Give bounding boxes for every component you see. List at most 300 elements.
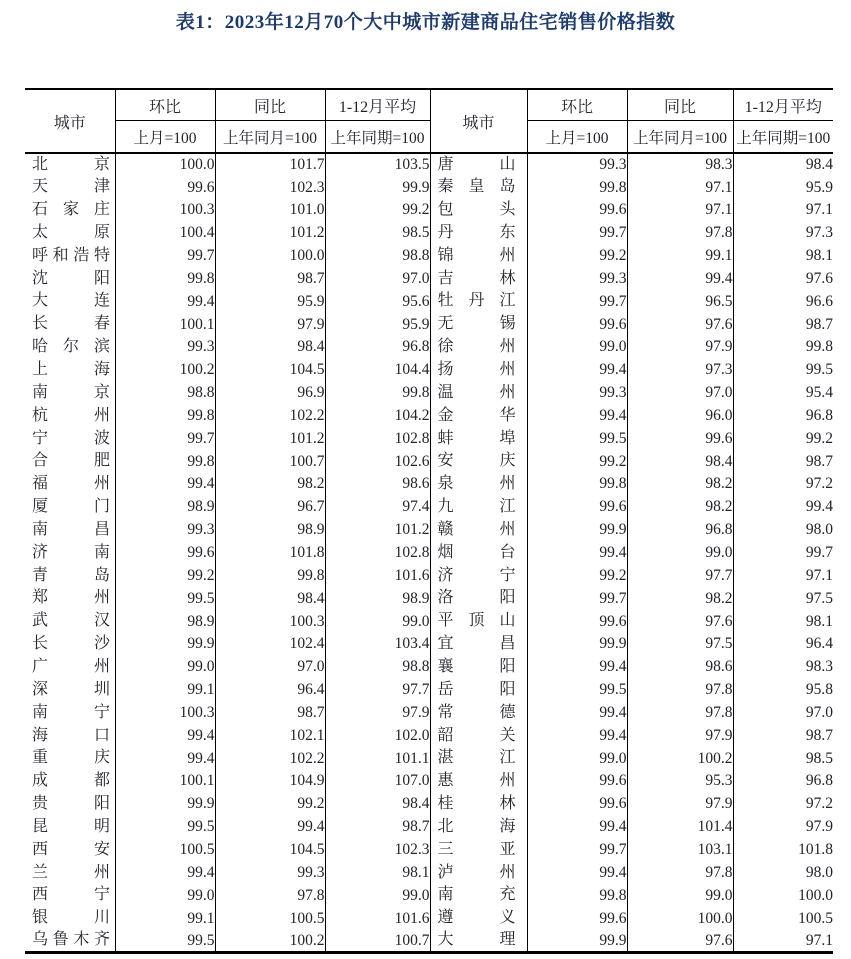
mom-value-cell: 99.7 — [527, 838, 627, 861]
table-row — [25, 199, 833, 222]
city-name: 贵阳 — [32, 795, 110, 813]
avg-value-cell: 99.7 — [805, 544, 833, 562]
city-name: 福州 — [32, 475, 110, 493]
avg-value-cell: 95.6 — [325, 290, 430, 313]
yoy-value-cell: 101.4 — [627, 815, 733, 838]
mom-value-cell: 99.0 — [527, 336, 627, 359]
table-row — [25, 519, 833, 542]
avg-value-cell: 97.4 — [325, 496, 430, 519]
mom-value-cell: 100.0 — [115, 153, 215, 176]
avg-value-cell: 98.1 — [805, 247, 833, 265]
city-cell — [25, 199, 115, 222]
mom-value-cell: 99.4 — [527, 656, 627, 679]
table-row — [25, 359, 833, 382]
mom-value-cell: 99.7 — [115, 244, 215, 267]
city-name: 合肥 — [32, 452, 110, 470]
table-row — [25, 678, 833, 701]
city-cell — [25, 359, 115, 382]
yoy-value-cell: 101.0 — [215, 199, 325, 222]
yoy-value-cell: 102.1 — [215, 724, 325, 747]
city-cell — [25, 724, 115, 747]
mom-value-cell: 99.6 — [115, 176, 215, 199]
yoy-value-cell: 104.5 — [215, 359, 325, 382]
yoy-value-cell: 99.0 — [627, 541, 733, 564]
avg-value-cell: 98.3 — [805, 658, 833, 676]
city-cell — [430, 724, 527, 747]
city-name: 扬州 — [437, 361, 516, 379]
yoy-value-cell: 102.3 — [215, 176, 325, 199]
city-cell — [25, 770, 115, 793]
yoy-value-cell: 97.0 — [215, 656, 325, 679]
yoy-value-cell: 99.1 — [627, 244, 733, 267]
mom-value-cell: 99.9 — [527, 930, 627, 953]
yoy-value-cell: 99.4 — [215, 815, 325, 838]
mom-value-cell: 100.1 — [115, 770, 215, 793]
city-name: 西宁 — [32, 886, 110, 904]
yoy-value-cell: 99.2 — [215, 793, 325, 816]
city-cell — [430, 564, 527, 587]
mom-value-cell: 99.6 — [527, 199, 627, 222]
city-name: 牡丹江 — [437, 292, 516, 310]
city-cell — [25, 473, 115, 496]
city-cell — [430, 313, 527, 336]
city-name: 蚌埠 — [437, 429, 516, 447]
city-name: 桂林 — [437, 795, 516, 813]
city-name: 惠州 — [437, 772, 516, 790]
city-cell — [25, 678, 115, 701]
city-cell — [430, 815, 527, 838]
city-name: 宁波 — [32, 429, 110, 447]
mom-value-cell: 99.4 — [527, 724, 627, 747]
city-name: 南昌 — [32, 520, 110, 538]
avg-value-cell: 101.1 — [325, 747, 430, 770]
table-row — [25, 633, 833, 656]
city-cell — [430, 244, 527, 267]
yoy-value-cell: 99.4 — [627, 267, 733, 290]
yoy-value-cell: 96.0 — [627, 404, 733, 427]
mom-value-cell: 99.8 — [527, 176, 627, 199]
mom-value-cell: 99.7 — [527, 222, 627, 245]
city-cell — [25, 541, 115, 564]
city-cell — [25, 267, 115, 290]
city-name: 海口 — [32, 726, 110, 744]
header-avg-left: 1-12月平均 — [325, 89, 430, 121]
yoy-value-cell: 104.5 — [215, 838, 325, 861]
city-cell — [430, 656, 527, 679]
mom-value-cell: 99.4 — [115, 724, 215, 747]
yoy-value-cell: 98.3 — [627, 153, 733, 176]
mom-value-cell: 99.9 — [527, 519, 627, 542]
city-name: 南京 — [32, 383, 110, 401]
city-cell — [430, 427, 527, 450]
yoy-value-cell: 97.9 — [627, 336, 733, 359]
city-name: 大理 — [437, 931, 516, 949]
avg-value-cell: 96.8 — [325, 336, 430, 359]
city-cell — [25, 884, 115, 907]
mom-value-cell: 99.7 — [527, 587, 627, 610]
mom-value-cell: 99.6 — [527, 496, 627, 519]
avg-value-cell: 96.6 — [805, 292, 833, 310]
avg-value-cell: 95.8 — [805, 681, 833, 699]
yoy-value-cell: 98.4 — [215, 336, 325, 359]
avg-value-cell: 98.7 — [805, 315, 833, 333]
city-cell — [430, 541, 527, 564]
city-name: 武汉 — [32, 612, 110, 630]
header-mom-base-right: 上月=100 — [527, 121, 627, 154]
city-name: 宜昌 — [437, 635, 516, 653]
yoy-value-cell: 102.4 — [215, 633, 325, 656]
city-name: 广州 — [32, 657, 110, 675]
city-cell — [430, 838, 527, 861]
yoy-value-cell: 100.5 — [215, 907, 325, 930]
table-row — [25, 587, 833, 610]
yoy-value-cell: 97.8 — [627, 701, 733, 724]
city-name: 杭州 — [32, 406, 110, 424]
city-name: 包头 — [437, 201, 516, 219]
avg-value-cell: 99.5 — [805, 361, 833, 379]
city-name: 呼和浩特 — [32, 246, 110, 264]
city-cell — [430, 496, 527, 519]
table-row — [25, 564, 833, 587]
header-mom-base-left: 上月=100 — [115, 121, 215, 154]
header-avg-right: 1-12月平均 — [733, 89, 833, 121]
mom-value-cell: 99.6 — [527, 793, 627, 816]
city-cell — [25, 450, 115, 473]
city-name: 南宁 — [32, 703, 110, 721]
avg-value-cell: 95.4 — [805, 384, 833, 402]
city-name: 青岛 — [32, 566, 110, 584]
mom-value-cell: 99.2 — [527, 564, 627, 587]
yoy-value-cell: 95.9 — [215, 290, 325, 313]
city-name: 成都 — [32, 772, 110, 790]
city-name: 三亚 — [437, 840, 516, 858]
table-row — [25, 815, 833, 838]
table-row — [25, 313, 833, 336]
city-cell — [430, 678, 527, 701]
city-cell — [430, 770, 527, 793]
city-cell — [25, 815, 115, 838]
mom-value-cell: 99.3 — [115, 336, 215, 359]
avg-value-cell: 98.7 — [805, 726, 833, 744]
city-cell — [25, 244, 115, 267]
mom-value-cell: 99.4 — [527, 815, 627, 838]
mom-value-cell: 99.5 — [527, 427, 627, 450]
yoy-value-cell: 97.6 — [627, 930, 733, 953]
avg-value-cell: 96.8 — [805, 772, 833, 790]
avg-value-cell: 101.2 — [325, 519, 430, 542]
yoy-value-cell: 97.6 — [627, 610, 733, 633]
header-yoy-base-left: 上年同月=100 — [215, 121, 325, 154]
city-name: 丹东 — [437, 223, 516, 241]
table-row — [25, 930, 833, 953]
mom-value-cell: 99.4 — [115, 473, 215, 496]
city-name: 天津 — [32, 178, 110, 196]
mom-value-cell: 99.3 — [115, 519, 215, 542]
header-mom-right: 环比 — [527, 89, 627, 121]
table-row — [25, 336, 833, 359]
yoy-value-cell: 97.8 — [215, 884, 325, 907]
table-row — [25, 222, 833, 245]
mom-value-cell: 99.4 — [527, 541, 627, 564]
city-cell — [430, 587, 527, 610]
city-cell — [25, 336, 115, 359]
city-name: 吉林 — [437, 269, 516, 287]
avg-value-cell: 97.2 — [805, 475, 833, 493]
city-cell — [430, 290, 527, 313]
table-row — [25, 381, 833, 404]
avg-value-cell: 99.2 — [805, 429, 833, 447]
table-row — [25, 747, 833, 770]
city-cell — [430, 199, 527, 222]
mom-value-cell: 99.6 — [527, 610, 627, 633]
yoy-value-cell: 98.4 — [215, 587, 325, 610]
city-name: 襄阳 — [437, 657, 516, 675]
city-cell — [25, 610, 115, 633]
yoy-value-cell: 98.7 — [215, 701, 325, 724]
city-cell — [25, 907, 115, 930]
avg-value-cell: 97.1 — [805, 931, 833, 949]
avg-value-cell: 97.0 — [325, 267, 430, 290]
city-name: 长沙 — [32, 635, 110, 653]
city-cell — [25, 564, 115, 587]
table-body — [25, 153, 833, 953]
yoy-value-cell: 97.6 — [627, 313, 733, 336]
city-name: 金华 — [437, 406, 516, 424]
price-index-table — [25, 88, 833, 954]
yoy-value-cell: 98.4 — [627, 450, 733, 473]
city-name: 烟台 — [437, 543, 516, 561]
city-cell — [25, 381, 115, 404]
city-cell — [25, 861, 115, 884]
city-name: 湛江 — [437, 749, 516, 767]
yoy-value-cell: 97.8 — [627, 678, 733, 701]
city-cell — [430, 519, 527, 542]
city-name: 深圳 — [32, 680, 110, 698]
mom-value-cell: 99.1 — [115, 907, 215, 930]
city-cell — [25, 290, 115, 313]
mom-value-cell: 99.1 — [115, 678, 215, 701]
table-row — [25, 473, 833, 496]
mom-value-cell: 99.4 — [527, 359, 627, 382]
avg-value-cell: 98.6 — [325, 473, 430, 496]
city-name: 郑州 — [32, 589, 110, 607]
avg-value-cell: 103.5 — [325, 153, 430, 176]
city-name: 安庆 — [437, 452, 516, 470]
table-row — [25, 496, 833, 519]
city-cell — [25, 153, 115, 176]
yoy-value-cell: 96.8 — [627, 519, 733, 542]
yoy-value-cell: 100.2 — [627, 747, 733, 770]
city-cell — [430, 267, 527, 290]
city-cell — [25, 496, 115, 519]
city-cell — [430, 633, 527, 656]
city-cell — [25, 633, 115, 656]
yoy-value-cell: 97.0 — [627, 381, 733, 404]
city-name: 南充 — [437, 886, 516, 904]
yoy-value-cell: 98.7 — [215, 267, 325, 290]
table-row — [25, 770, 833, 793]
mom-value-cell: 99.4 — [527, 701, 627, 724]
mom-value-cell: 99.9 — [527, 633, 627, 656]
city-cell — [430, 450, 527, 473]
mom-value-cell: 99.7 — [115, 427, 215, 450]
mom-value-cell: 99.4 — [115, 290, 215, 313]
mom-value-cell: 99.4 — [527, 404, 627, 427]
avg-value-cell: 96.4 — [805, 635, 833, 653]
yoy-value-cell: 98.2 — [627, 496, 733, 519]
header-yoy-left: 同比 — [215, 89, 325, 121]
table-row — [25, 793, 833, 816]
yoy-value-cell: 97.9 — [627, 793, 733, 816]
city-cell — [25, 176, 115, 199]
city-cell — [25, 838, 115, 861]
city-name: 济南 — [32, 543, 110, 561]
city-name: 银川 — [32, 909, 110, 927]
mom-value-cell: 98.9 — [115, 496, 215, 519]
yoy-value-cell: 97.3 — [627, 359, 733, 382]
yoy-value-cell: 97.7 — [627, 564, 733, 587]
table-row — [25, 838, 833, 861]
avg-value-cell: 98.0 — [805, 863, 833, 881]
yoy-value-cell: 98.2 — [627, 587, 733, 610]
mom-value-cell: 99.6 — [527, 907, 627, 930]
avg-value-cell: 97.7 — [325, 678, 430, 701]
mom-value-cell: 100.3 — [115, 199, 215, 222]
avg-value-cell: 97.9 — [805, 818, 833, 836]
city-cell — [430, 381, 527, 404]
table-row — [25, 404, 833, 427]
avg-value-cell: 102.6 — [325, 450, 430, 473]
city-name: 秦皇岛 — [437, 178, 516, 196]
table-row — [25, 656, 833, 679]
avg-value-cell: 99.8 — [805, 338, 833, 356]
city-name: 岳阳 — [437, 680, 516, 698]
city-name: 徐州 — [437, 338, 516, 356]
yoy-value-cell: 97.1 — [627, 199, 733, 222]
yoy-value-cell: 104.9 — [215, 770, 325, 793]
yoy-value-cell: 95.3 — [627, 770, 733, 793]
city-cell — [430, 701, 527, 724]
table-row — [25, 244, 833, 267]
city-cell — [430, 610, 527, 633]
avg-value-cell: 101.6 — [325, 564, 430, 587]
yoy-value-cell: 103.1 — [627, 838, 733, 861]
yoy-value-cell: 100.0 — [627, 907, 733, 930]
table-row — [25, 724, 833, 747]
city-cell — [25, 427, 115, 450]
city-cell — [430, 222, 527, 245]
avg-value-cell: 98.7 — [805, 452, 833, 470]
mom-value-cell: 98.8 — [115, 381, 215, 404]
avg-value-cell: 99.9 — [325, 176, 430, 199]
city-name: 重庆 — [32, 749, 110, 767]
table-row — [25, 907, 833, 930]
mom-value-cell: 99.5 — [115, 930, 215, 953]
avg-value-cell: 95.9 — [325, 313, 430, 336]
header-avg-base-left: 上年同期=100 — [325, 121, 430, 154]
city-name: 常德 — [437, 703, 516, 721]
avg-value-cell: 98.7 — [325, 815, 430, 838]
city-name: 太原 — [32, 223, 110, 241]
city-cell — [430, 404, 527, 427]
header-city-left: 城市 — [25, 89, 115, 153]
avg-value-cell: 97.1 — [805, 201, 833, 219]
city-name: 厦门 — [32, 498, 110, 516]
city-name: 兰州 — [32, 863, 110, 881]
city-cell — [430, 930, 527, 953]
city-name: 大连 — [32, 292, 110, 310]
yoy-value-cell: 97.5 — [627, 633, 733, 656]
avg-value-cell: 98.1 — [325, 861, 430, 884]
mom-value-cell: 99.6 — [527, 770, 627, 793]
yoy-value-cell: 97.9 — [215, 313, 325, 336]
avg-value-cell: 107.0 — [325, 770, 430, 793]
table-row — [25, 541, 833, 564]
yoy-value-cell: 96.7 — [215, 496, 325, 519]
avg-value-cell: 98.5 — [805, 749, 833, 767]
avg-value-cell: 100.5 — [798, 909, 833, 927]
city-name: 昆明 — [32, 817, 110, 835]
avg-value-cell: 101.8 — [798, 840, 833, 858]
yoy-value-cell: 101.2 — [215, 427, 325, 450]
mom-value-cell: 99.6 — [527, 313, 627, 336]
table-row — [25, 701, 833, 724]
city-name: 遵义 — [437, 909, 516, 927]
avg-value-cell: 99.8 — [325, 381, 430, 404]
mom-value-cell: 99.3 — [527, 267, 627, 290]
city-cell — [25, 656, 115, 679]
city-cell — [430, 359, 527, 382]
avg-value-cell: 99.2 — [325, 199, 430, 222]
avg-value-cell: 99.0 — [325, 884, 430, 907]
city-cell — [25, 313, 115, 336]
city-cell — [430, 153, 527, 176]
mom-value-cell: 99.5 — [527, 678, 627, 701]
avg-value-cell: 98.1 — [805, 612, 833, 630]
city-name: 韶关 — [437, 726, 516, 744]
page-title: 表1：2023年12月70个大中城市新建商品住宅销售价格指数 — [175, 12, 676, 33]
yoy-value-cell: 97.1 — [627, 176, 733, 199]
table-row — [25, 267, 833, 290]
city-cell — [25, 930, 115, 953]
table-row — [25, 861, 833, 884]
table-row — [25, 176, 833, 199]
yoy-value-cell: 98.2 — [627, 473, 733, 496]
city-name: 温州 — [437, 383, 516, 401]
mom-value-cell: 99.0 — [527, 747, 627, 770]
yoy-value-cell: 102.2 — [215, 404, 325, 427]
yoy-value-cell: 102.2 — [215, 747, 325, 770]
avg-value-cell: 100.7 — [325, 930, 430, 953]
yoy-value-cell: 97.8 — [627, 222, 733, 245]
yoy-value-cell: 96.9 — [215, 381, 325, 404]
header-city-right: 城市 — [430, 89, 527, 153]
avg-value-cell: 96.8 — [805, 406, 833, 424]
yoy-value-cell: 98.2 — [215, 473, 325, 496]
mom-value-cell: 99.0 — [115, 656, 215, 679]
yoy-value-cell: 100.7 — [215, 450, 325, 473]
avg-value-cell: 98.4 — [325, 793, 430, 816]
mom-value-cell: 99.9 — [115, 793, 215, 816]
yoy-value-cell: 96.4 — [215, 678, 325, 701]
mom-value-cell: 99.8 — [527, 884, 627, 907]
city-name: 北海 — [437, 817, 516, 835]
mom-value-cell: 99.8 — [115, 404, 215, 427]
avg-value-cell: 104.4 — [325, 359, 430, 382]
yoy-value-cell: 101.2 — [215, 222, 325, 245]
city-name: 北京 — [32, 155, 110, 173]
avg-value-cell: 97.9 — [325, 701, 430, 724]
